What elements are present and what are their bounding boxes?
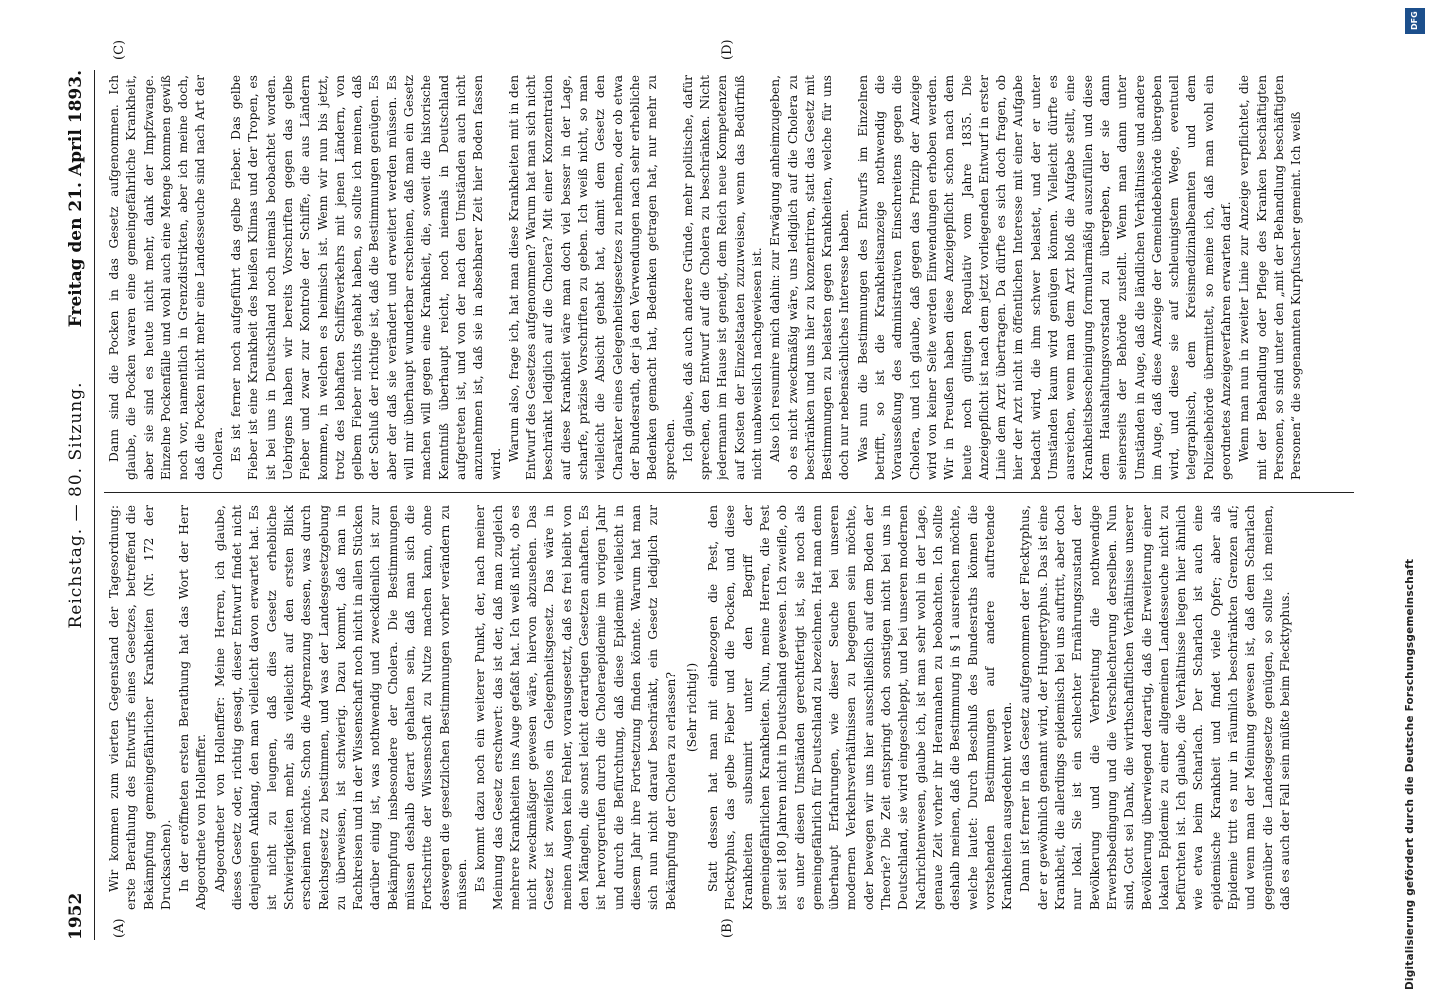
text-paragraph: Dann ist ferner in das Gesetz aufgenommen der Flecktyphus, der er gewöhnlich genannt wird, der Hungertyphus. Das ist eine Krankheit, die allerdings epidemisch bei uns auftritt, aber doch nur lokal. Sie ist ein schlechter Ernährungszustand der Bevölkerung und die Verbreitung die nothwendige Erwerbsbedingung und die Verschlechterung derselben. Nun sind, Gott sei Dank, die wirthschaftlichen Verhältnisse unserer Bevölkerung überwiegend derartig, daß die Erweiterung einer lokalen Epidemie zu einer allgemeinen Landesseuche nicht zu befürchten ist. Ich glaube, die Verhältnisse liegen hier ähnlich wie etwa beim Scharlach. Der Scharlach ist auch eine epidemische Krankheit und findet viele Opfer; aber als Epidemie tritt es nur in räumlich beschränkten Grenzen auf; und wenn man der Meinung gewesen ist, daß dem Scharlach gegenüber die Landesgesetze genügen, so sollte ich meinen, daß es auch der Fall sein müßte beim Flecktyphus. [1018, 505, 1292, 910]
right-text-column [106, 75, 1346, 480]
margin-letter-c: (C) [112, 39, 127, 60]
session-title: Reichstag. — 80. Sitzung. [66, 381, 86, 629]
text-paragraph: Dann sind die Pocken in das Gesetz aufgenommen. Ich glaube, die Pocken waren eine gemeingefährliche Krankheit, aber sie sind es heute nicht mehr, dank der Impfzwange. Einzelne Pockenfälle und wohl auch eine Menge kommen gewiß noch vor, namentlich in Grenzdistrikten, aber ich meine doch, daß die Pocken nicht mehr eine Landesseuche sind nach Art der Cholera. [107, 75, 225, 480]
text-paragraph: Warum also, frage ich, hat man diese Krankheiten mit in den Entwurf des Gesetzes aufgenommen? Warum hat man sich nicht beschränkt lediglich auf die Cholera? Mit einer Konzentration auf diese Krankheit wäre man doch viel besser in der Lage, scharfe, präzise Vorschriften zu geben. Ich weiß nicht, so man vielleicht die Absicht gehabt hat, damit dem Gesetz den Charakter eines Gelegenheitsgesetzes zu nehmen, oder ob etwa der Bundesrath, der ja den Verwendungen nach sehr erhebliche Bedenken gemacht hat, Bedenken getragen hat, nur mehr zu sprechen. [506, 75, 677, 480]
text-paragraph: Es kommt dazu noch ein weiterer Punkt, der, nach meiner Meinung das Gesetz erschwert: das ist der, daß man zugleich mehrere Krankheiten ins Auge gefaßt hat. Ich weiß nicht, ob es nicht zweckmäßiger gewesen wäre, hiervon abzusehen. Das Gesetz ist zweifellos ein Gelegenheitsgesetz. Das wäre in meinen Augen kein Fehler, vorausgesetzt, daß es frei bleibt von den Mängeln, die sonst leicht derartigen Gesetzen anhaften. Es ist hervorgerufen durch die Choleraepidemie im vorigen Jahr und durch die Befürchtung, daß diese Epidemie vielleicht in diesem Jahr ihre Fortsetzung finden könnte. Warum hat man sich nun nicht darauf beschränkt, ein Gesetz lediglich zur Bekämpfung der Cholera zu erlassen? [473, 505, 678, 910]
session-date: Freitag den 21. April 1893. [66, 70, 86, 328]
page-header [58, 70, 95, 940]
page-number: 1952 [66, 892, 86, 940]
text-paragraph: Wenn man nun in zweiter Linie zur Anzeige verpflichtet, die mit der Behandlung oder Pflege des Kranken beschäftigten Personen, so sind unter den „mit der Behandlung beschäftigten Personen“ die sogenannten Kurpfuscher gemeint. Ich weiß [1237, 75, 1304, 480]
text-paragraph: In der eröffneten ersten Berathung hat das Wort der Herr Abgeordnete von Hollenffer. [177, 505, 209, 910]
margin-letter-d: (D) [720, 39, 735, 60]
speech-paragraph: Abgeordneter von Hollenffer: Meine Herren, ich glaube, dieses Gesetz oder, richtig gesagt, dieser Entwurf findet nicht denjenigen Anklang, den man vielleicht davon erwartet hat. Es ist nicht zu leugnen, daß dies Gesetz erhebliche Schwierigkeiten mehr, als vielleicht auf den ersten Blick erscheinen möchte. Schon die Abgrenzung dessen, was durch Reichsgesetz zu bestimmen, und was der Landesgesetzgebung zu überweisen, ist schwierig. Dazu kommt, daß man in Fachkreisen und in der Wissenschaft noch nicht in allen Stücken darüber einig ist, was nothwendig und zweckdienlich ist zur Bekämpfung insbesondere der Cholera. Die Bestimmungen müssen deshalb derart gehalten sein, daß man sich die Fortschritte der Wissenschaft zu Nutze machen kann, ohne deswegen die gesetzlichen Bestimmungen vorher verändern zu müssen. [212, 505, 469, 910]
text-paragraph: Also ich resumire mich dahin: zur Erwägung anheimzugeben, ob es nicht zweckmäßig wäre, uns lediglich auf die Cholera zu beschränken und uns hier zu konzentriren, statt das Gesetz mit Bestimmungen zu belasten gegen Krankheiten, welche für uns doch nur nebensächliches Interesse haben. [768, 75, 852, 480]
column-divider [104, 492, 1354, 493]
text-paragraph: Was nun die Bestimmungen des Entwurfs im Einzelnen betrifft, so ist die Krankheitsanzeige nothwendig die Vorausseßung des administrativen Einschreitens gegen die Cholera, und ich glaube, daß gegen das Prinzip der Anzeige wird von keiner Seite werden Einwendungen erhoben werden. Wir in Preußen haben diese Anzeigepflicht schon nach dem heute noch gültigen Regulativ vom Jahre 1835. Die Anzeigepflicht ist nach dem jetzt vorliegenden Entwurf in erster Linie dem Arzt übertragen. Da dürfte es sich doch fragen, ob hier der Arzt nicht im öffentlichen Interesse mit einer Aufgabe bedacht wird, die ihm schwer belastet, und der er unter Umständen kaum wird genügen können. Vielleicht dürfte es ausreichen, wenn man dem Arzt bloß die Aufgabe stellt, eine Krankheitsbescheinigung formularmäßig auszufüllen und diese dem Haushaltungsvorstand zu übergeben, der sie dann seinerseits der Behörde zustellt. Wenn man dann unter Umständen in Auge, daß die ländlichen Verhältnisse und andere im Auge, daß diese Anzeige der Gemeindebehörde übergeben wird, und diese sie auf schleunigstem Wege, eventuell telegraphisch, dem Kreismedizinalbeamten und dem Polizeibehörde übermittelt, so meine ich, daß man wohl ein geordnetes Anzeigeverfahren erwarten darf. [855, 75, 1233, 480]
interjection: (Sehr richtig!) [684, 662, 699, 753]
digitization-credit: Digitalisierung gefördert durch die Deutsche Forschungsgemeinschaft [1404, 558, 1416, 990]
text-paragraph: Statt dessen hat man mit einbezogen die Pest, den Flecktyphus, das gelbe Fieber und die Pocken, und diese Krankheiten subsumirt unter den Begriff der gemeingefährlichen Krankheiten. Nun, meine Herren, die Pest ist seit 180 Jahren nicht in Deutschland gewesen. Ich zweifle, ob es unter diesen Umständen gerechtfertigt ist, sie noch als gemeingefährlich für Deutschland zu bezeichnen. Hat man denn überhaupt Erfahrungen, wie dieser Seuche bei unseren modernen Verkehrsverhältnissen zu begegnen sein möchte, oder bewegen wir uns hier ausschließlich auf dem Boden der Theorie? Die Zeit entspringt doch sonstigen nicht bei uns in Deutschland, sie wird eingeschleppt, und bei unseren modernen Nachrichtenwesen, glaube ich, ist man sehr wohl in der Lage, genaue Zeit vorher ihr Herannahen zu beobachten. Ich sollte deshalb meinen, daß die Bestimmung in § 1 ausreichen möchte, welche lautet: Durch Beschluß des Bundesraths können die vorstehenden Bestimmungen auf andere auftretende Krankheiten ausgedehnt werden. [706, 505, 1015, 910]
left-text-column [106, 505, 1346, 910]
margin-letter-b: (B) [720, 918, 735, 938]
text-paragraph: Es ist ferner noch aufgeführt das gelbe Fieber. Das gelbe Fieber ist eine Krankheit des heißen Klimas und der Tropen, es ist bei uns in Deutschland noch niemals beobachtet worden. Uebrigens haben wir bereits Vorschriften gegen das gelbe Fieber und zwar zur Kontrole der Schiffe, die aus Ländern kommen, in welchen es heimisch ist. Wenn wir nun bis jetzt, trotz des lebhaften Schiffsverkehrs mit jenen Ländern, von gelbem Fieber nichts gehabt haben, so sollte ich meinen, daß der Schluß der richtige ist, daß die Bestimmungen genügen. Es aber der daß sie verändert und erweitert werden müssen. Es will mir überhaupt wunderbar erscheinen, daß man ein Gesetz machen will gegen eine Krankheit, die, soweit die historische Kenntniß überhaupt reicht, noch niemals in Deutschland aufgetreten ist, und von der nach den Umständen auch nicht anzunehmen ist, daß sie in absehbarer Zeit hier Boden fassen wird. [229, 75, 503, 480]
dfg-logo: DFG [1405, 8, 1425, 34]
margin-letter-a: (A) [112, 918, 127, 938]
text-paragraph: Ich glaube, daß auch andere Gründe, mehr politische, dafür sprechen, den Entwurf auf die Cholera zu beschränken. Nicht jedermann im Hause ist geneigt, dem Reich neue Kompetenzen auf Kosten der Einzelstaaten zuzuweisen, wenn das Bedürfniß nicht unabweislich nachgewiesen ist. [680, 75, 764, 480]
agenda-paragraph: Wir kommen zum vierten Gegenstand der Tagesordnung: erste Berathung des Entwurfs eines Gesetzes, betreffend die Bekämpfung gemeingefährlicher Krankheiten (Nr. 172 der Drucksachen). [107, 505, 173, 910]
